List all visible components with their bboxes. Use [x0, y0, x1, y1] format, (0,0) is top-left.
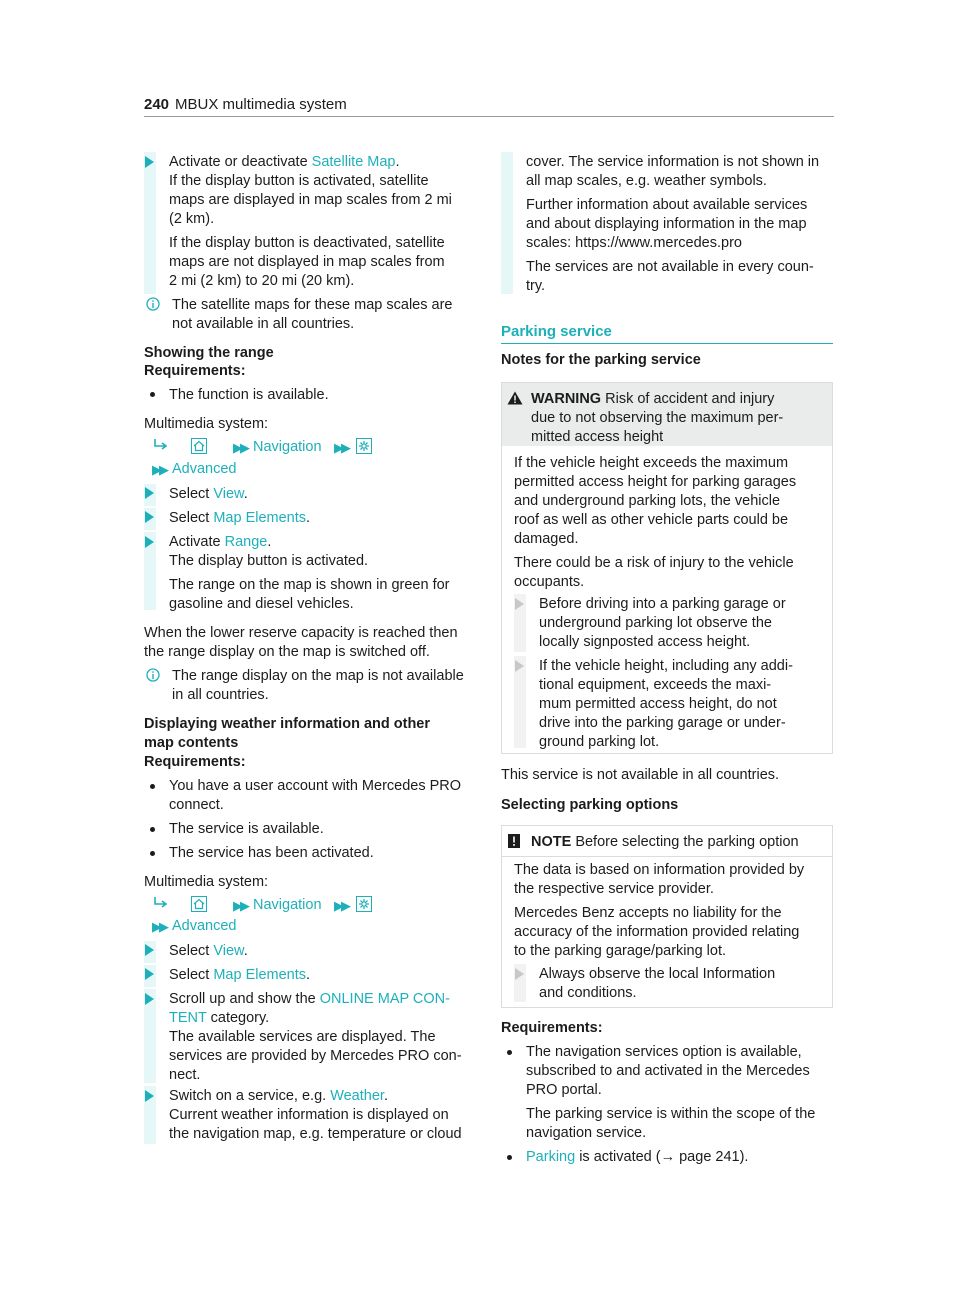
bullet [507, 1050, 512, 1055]
home-icon[interactable] [191, 896, 207, 912]
advanced-link[interactable]: Advanced [172, 461, 237, 477]
navigation-link[interactable]: Navigation [253, 439, 322, 455]
requirement-item: The function is available. [169, 387, 329, 403]
view-link[interactable]: View [213, 486, 244, 502]
requirements-label: Requirements: [144, 363, 246, 379]
step-scroll-online: Scroll up and show the ONLINE MAP CON- [169, 991, 450, 1007]
section-divider [501, 343, 833, 344]
bullet [150, 851, 155, 856]
info-icon [146, 668, 160, 682]
chevron-right-icon: ▶▶ [233, 898, 247, 913]
text-line: accuracy of the information provided relating [514, 924, 800, 940]
warning-title-line: due to not observing the maximum per- [531, 410, 784, 426]
requirement-item: Parking is activated (→ page 241). [526, 1149, 749, 1165]
multimedia-label: Multimedia system: [144, 416, 269, 432]
text-line: The data is based on information provided by [514, 862, 805, 878]
text-line: Current weather information is displayed on [169, 1107, 449, 1123]
requirement-item: The navigation services option is available, [526, 1044, 802, 1060]
bullet [507, 1155, 512, 1160]
chevron-right-icon: ▶▶ [152, 919, 166, 934]
text-line: maps are displayed in map scales from 2 mi [169, 192, 452, 208]
text-line: services are provided by Mercedes PRO con- [169, 1048, 462, 1064]
note-text: in all countries. [172, 687, 269, 703]
text-line: underground parking lot observe the [539, 615, 772, 631]
step-switch-service: Switch on a service, e.g. Weather. [169, 1088, 388, 1104]
section-heading-parking: Parking service [501, 323, 612, 340]
text-line: ground parking lot. [539, 734, 660, 750]
requirement-item: The service is available. [169, 821, 324, 837]
note-text: not available in all countries. [172, 316, 355, 332]
text-line: There could be a risk of injury to the vehicle [514, 555, 794, 571]
settings-gear-icon[interactable] [356, 896, 372, 912]
requirements-label: Requirements: [501, 1020, 603, 1036]
text-line: (2 km). [169, 211, 215, 227]
text-line: damaged. [514, 531, 579, 547]
text-line: nect. [169, 1067, 201, 1083]
map-elements-link[interactable]: Map Elements [213, 967, 307, 983]
note-text: The satellite maps for these map scales are [172, 297, 453, 313]
weather-link[interactable]: Weather [330, 1088, 384, 1104]
home-icon[interactable] [191, 438, 207, 454]
online-map-content-link[interactable]: ONLINE MAP CON- [319, 991, 450, 1007]
requirement-item: The service has been activated. [169, 845, 374, 861]
map-elements-link[interactable]: Map Elements [213, 510, 307, 526]
text-line: If the vehicle height, including any addi- [539, 658, 793, 674]
text-line: Further information about available services [526, 197, 808, 213]
text-line: This service is not available in all countries. [501, 767, 780, 783]
requirement-item: PRO portal. [526, 1082, 602, 1098]
note-title: NOTE Before selecting the parking option [531, 834, 799, 850]
note-divider [502, 856, 832, 857]
advanced-link[interactable]: Advanced [172, 918, 237, 934]
bullet [150, 392, 155, 397]
step-activate-range: Activate Range. [169, 534, 272, 550]
text-line: roof as well as other vehicle parts could be [514, 512, 789, 528]
text-line: gasoline and diesel vehicles. [169, 596, 354, 612]
text-line: 2 mi (2 km) to 20 mi (20 km). [169, 273, 355, 289]
view-link[interactable]: View [213, 943, 244, 959]
text-line: Always observe the local Information [539, 966, 776, 982]
page-number: 240 [144, 96, 170, 113]
page-ref-arrow-icon: → [660, 1149, 676, 1165]
step-arrow-icon [145, 487, 154, 499]
page-header [144, 95, 834, 117]
text-line: try. [526, 278, 546, 294]
text-line: the range display on the map is switched off. [144, 644, 430, 660]
warning-title-line: mitted access height [531, 429, 664, 445]
step-arrow-icon [515, 598, 524, 610]
text-line: If the vehicle height exceeds the maximum [514, 455, 789, 471]
chevron-right-icon: ▶▶ [233, 440, 247, 455]
step-arrow-icon [145, 536, 154, 548]
text-line: If the display button is activated, satellite [169, 173, 429, 189]
text-line: drive into the parking garage or under- [539, 715, 786, 731]
step-arrow-icon [145, 993, 154, 1005]
text-line: occupants. [514, 574, 585, 590]
requirement-item: You have a user account with Mercedes PRO [169, 778, 462, 794]
info-icon [146, 297, 160, 311]
chevron-right-icon: ▶▶ [152, 462, 166, 477]
parking-link[interactable]: Parking [526, 1149, 576, 1165]
url-text: scales: https://www.mercedes.pro [526, 235, 742, 251]
text-line: The services are not available in every coun- [526, 259, 814, 275]
step-arrow-icon [515, 660, 524, 672]
chevron-right-icon: ▶▶ [334, 440, 348, 455]
step-arrow-icon [145, 1090, 154, 1102]
text-line: and conditions. [539, 985, 637, 1001]
step-bar [144, 152, 156, 294]
subheading-parking-notes: Notes for the parking service [501, 352, 701, 368]
step-arrow-icon [145, 511, 154, 523]
page-reference[interactable]: page 241). [675, 1149, 749, 1165]
text-line: When the lower reserve capacity is reached then [144, 625, 458, 641]
section-heading-weather-2: map contents [144, 735, 239, 751]
text-line: The available services are displayed. The [169, 1029, 436, 1045]
chevron-right-icon: ▶▶ [334, 898, 348, 913]
text-line: Before driving into a parking garage or [539, 596, 786, 612]
requirements-label: Requirements: [144, 754, 246, 770]
requirement-item: subscribed to and activated in the Mercedes [526, 1063, 810, 1079]
step-bar [501, 152, 513, 294]
text-line: and about displaying information in the map [526, 216, 807, 232]
path-arrow-icon [153, 438, 167, 451]
text-line: mum permitted access height, do not [539, 696, 777, 712]
text-line: and underground parking lots, the vehicle [514, 493, 781, 509]
requirement-item: connect. [169, 797, 224, 813]
note-text: The range display on the map is not available [172, 668, 464, 684]
text-line: all map scales, e.g. weather symbols. [526, 173, 767, 189]
step-select-view: Select View. [169, 943, 248, 959]
text-line: maps are not displayed in map scales from [169, 254, 445, 270]
text-line: cover. The service information is not shown in [526, 154, 820, 170]
step-arrow-icon [515, 968, 524, 980]
text-line: the respective service provider. [514, 881, 714, 897]
step-select-map-elements: Select Map Elements. [169, 967, 311, 983]
satellite-map-link[interactable]: Satellite Map [311, 154, 396, 170]
running-title: MBUX multimedia system [175, 96, 347, 113]
multimedia-label: Multimedia system: [144, 874, 269, 890]
step-select-map-elements: Select Map Elements. [169, 510, 311, 526]
text-line: to the parking garage/parking lot. [514, 943, 726, 959]
step-arrow-icon [145, 968, 154, 980]
text-line: locally signposted access height. [539, 634, 751, 650]
text-line: the navigation map, e.g. temperature or cloud [169, 1126, 462, 1142]
online-map-content-link[interactable]: TENT [169, 1010, 207, 1026]
text-line: If the display button is deactivated, satellite [169, 235, 445, 251]
step-arrow-icon [145, 156, 154, 168]
navigation-link[interactable]: Navigation [253, 897, 322, 913]
text-line: Mercedes Benz accepts no liability for the [514, 905, 782, 921]
text-line: tional equipment, exceeds the maxi- [539, 677, 772, 693]
settings-gear-icon[interactable] [356, 438, 372, 454]
bullet [150, 784, 155, 789]
range-link[interactable]: Range [224, 534, 268, 550]
step-scroll-online-2: TENT category. [169, 1010, 270, 1026]
section-heading-range: Showing the range [144, 345, 274, 361]
bullet [150, 827, 155, 832]
warning-title: WARNING Risk of accident and injury [531, 391, 775, 407]
path-arrow-icon [153, 896, 167, 909]
requirement-item: navigation service. [526, 1125, 647, 1141]
section-heading-weather: Displaying weather information and other [144, 716, 431, 732]
text-line: The display button is activated. [169, 553, 369, 569]
step-activate-satellite: Activate or deactivate Satellite Map. [169, 154, 400, 170]
warning-triangle-icon [507, 391, 523, 405]
text-line: The range on the map is shown in green for [169, 577, 450, 593]
subheading-selecting-parking: Selecting parking options [501, 797, 679, 813]
notice-icon [508, 834, 520, 848]
text-line: permitted access height for parking garages [514, 474, 797, 490]
step-select-view: Select View. [169, 486, 248, 502]
step-arrow-icon [145, 944, 154, 956]
requirement-item: The parking service is within the scope of the [526, 1106, 816, 1122]
